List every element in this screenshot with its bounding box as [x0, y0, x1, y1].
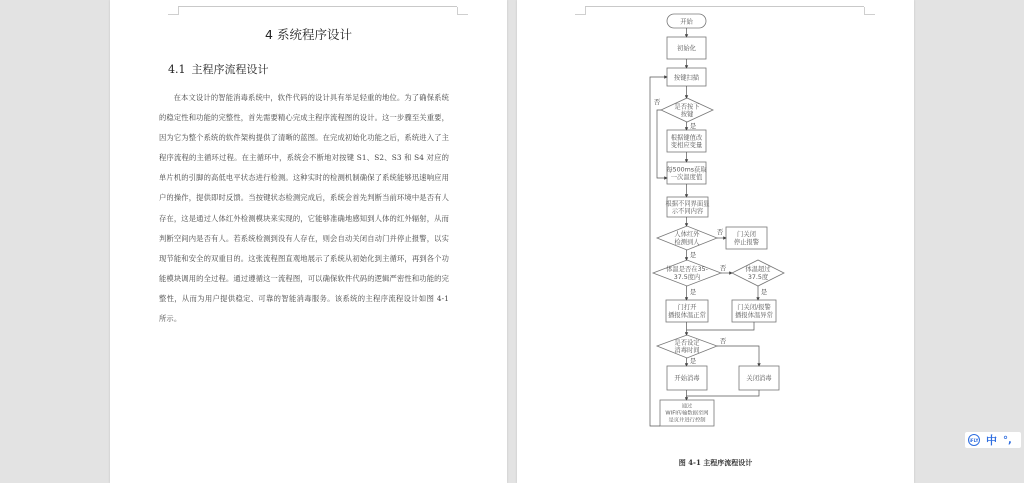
disinfect-label-1: 是否设定	[674, 339, 700, 347]
door-open-label-1: 门打开	[677, 304, 697, 311]
yes-label: 是	[760, 288, 768, 296]
section-number: 4.1	[168, 63, 186, 76]
temp-over-decision	[732, 260, 784, 286]
ime-toolbar[interactable]	[965, 432, 1021, 448]
alarm-label-1: 门关闭/报警	[737, 304, 771, 311]
no-label: 否	[653, 98, 661, 106]
read-temp-label-2: 一次温度值	[670, 174, 703, 181]
temp-range-label-1: 体温是否在35-	[666, 266, 708, 273]
stop-disinfect-label: 关闭消毒	[746, 375, 772, 382]
body-text[interactable]	[159, 88, 449, 329]
margin-corner-mark	[457, 7, 468, 15]
key-pressed-label-1: 是否按下	[674, 103, 700, 111]
figure-caption: 图 4-1 主程序流程设计	[678, 458, 753, 467]
temp-over-label-2: 37.5度	[747, 274, 769, 281]
start-label: 开始	[680, 18, 693, 26]
yes-label: 是	[689, 122, 697, 130]
yes-label: 是	[689, 251, 697, 259]
disinfect-label-2: 消毒时间	[674, 347, 700, 354]
section-title	[168, 61, 269, 77]
door-close-label-2: 停止报警	[733, 239, 760, 246]
alarm-label-2: 播报体温异常	[735, 312, 773, 319]
wifi-label-1: 通过	[681, 403, 693, 410]
init-label: 初始化	[677, 45, 696, 52]
display-label-1: 根据不同界面显	[665, 200, 710, 208]
paragraph: 在本文设计的智能消毒系统中，软件代码的设计具有举足轻重的地位。为了确保系统的稳定性和功能的完整性，首先需要精心完成主程序流程图的设计。这一步骤至关重要，因为它为整个系统的软件架构提供了清晰的蓝图。在完成初始化功能之后，系统进入了主程序流程的主循环过程。在主循环中，系统会不断地对按键 S1、S2、S3 和 S4 对应的单片机的引脚的高低电平状态进行检测。这种实时的检测机制确保了系统能够迅速响应用户的操作，提供即时反馈。当按键状态检测完成后，系统会首先判断当前环境中是否有人存在，这是通过人体红外检测模块来实现的，它能够准确地感知到人体的红外辐射，从而判断空间内是否有人。若系统检测到没有人存在，则会自动关闭自动门并停止报警，以实现节能和安全的双重目的。这张流程图直观地展示了系统从初始化到主循环，再到各个功能模块调用的全过程。通过遵循这一流程图，可以确保软件代码的逻辑严密性和功能的完整性，从而为用户提供稳定、可靠的智能消毒服务。该系统的主程序流程设计如图 4-1 所示。	[159, 93, 449, 324]
display-label-2: 示不同内容	[671, 208, 704, 215]
margin-corner-mark	[168, 7, 179, 15]
yes-label: 是	[689, 288, 697, 296]
section-title-text: 主程序流程设计	[191, 63, 269, 76]
key-pressed-label-2: 按键	[680, 111, 694, 118]
start-disinfect-label: 开始消毒	[674, 375, 700, 382]
document-page-left	[110, 0, 507, 483]
ime-punctuation-toggle[interactable]: °,	[1003, 434, 1012, 446]
ime-language-toggle[interactable]: 中	[986, 434, 997, 447]
wifi-label-3: 是页并进行控制	[668, 417, 706, 424]
human-label-2: 检测到人	[674, 239, 700, 246]
temp-range-label-2: 37.5度内	[673, 274, 701, 281]
main-program-flowchart	[517, 0, 914, 450]
human-label-1: 人体红外	[674, 231, 700, 238]
key-scan-label: 按键扫描	[673, 74, 700, 82]
door-open-label-2: 播报体温正常	[668, 312, 706, 319]
header-rule	[178, 6, 457, 7]
no-label: 否	[719, 337, 727, 345]
yes-label: 是	[689, 357, 697, 365]
temp-range-decision	[653, 260, 721, 286]
document-page-right	[517, 0, 914, 483]
ime-logo-icon[interactable]: iFLY	[968, 434, 980, 446]
no-label: 否	[716, 228, 724, 236]
human-detect-decision	[657, 226, 717, 250]
wifi-label-2: WIFI传输数据至网	[665, 410, 709, 417]
door-close-label-1: 门关闭	[737, 231, 756, 238]
temp-over-label-1: 体温超过	[745, 266, 771, 273]
update-vars-label-2: 变相应变量	[670, 142, 703, 149]
no-label: 否	[719, 264, 727, 272]
chapter-title: 4 系统程序设计	[265, 27, 352, 42]
read-temp-label-1: 每500ms获取	[666, 166, 707, 174]
update-vars-label-1: 根据键值改	[670, 134, 703, 142]
